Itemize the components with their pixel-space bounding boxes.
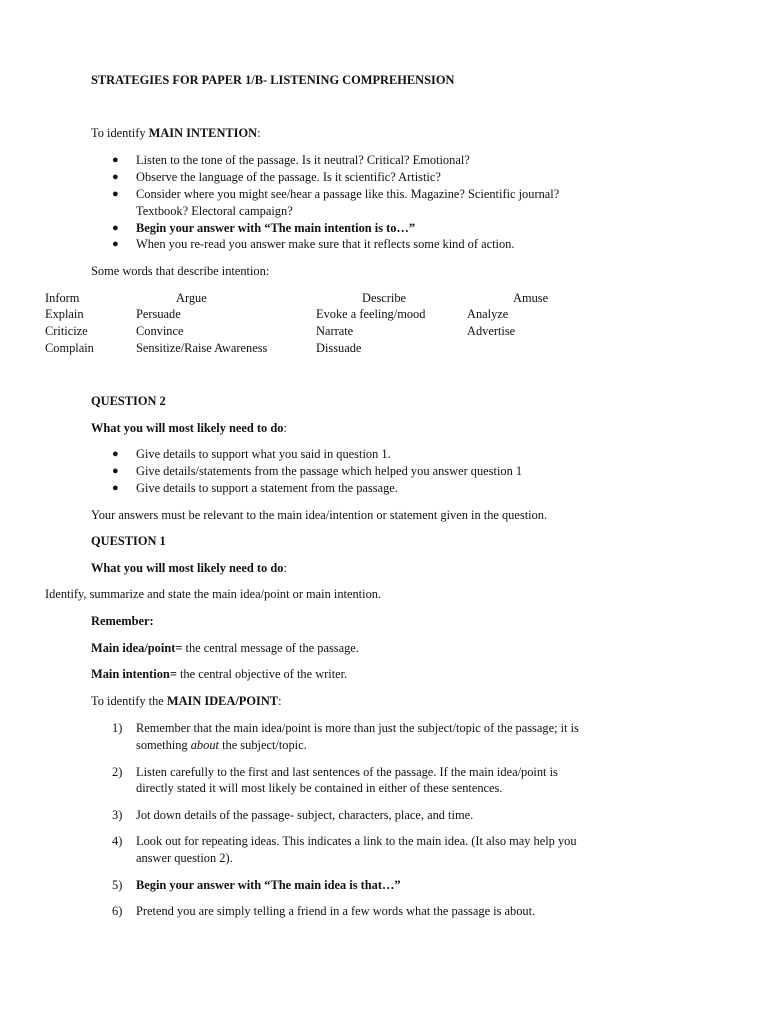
definition-term: Main idea/point= — [91, 641, 183, 655]
step-text: Listen carefully to the first and last sentences of the passage. If the main idea/point is — [136, 765, 558, 779]
bullet-icon: ● — [112, 154, 119, 166]
table-cell: Analyze — [467, 307, 509, 321]
question1-identify: Identify, summarize and state the main idea/point or main intention. — [45, 587, 382, 601]
step-text: Remember that the main idea/point is more than just the subject/topic of the passage; it is — [136, 721, 579, 735]
list-item: When you re-read you answer make sure that it reflects some kind of action. — [136, 237, 515, 251]
need-suffix: : — [283, 421, 287, 435]
intro-suffix: : — [257, 126, 261, 140]
table-cell: Narrate — [316, 324, 354, 338]
table-header: Argue — [176, 291, 207, 305]
step-number: 1) — [112, 721, 123, 735]
bullet-icon: ● — [112, 465, 119, 477]
question2-heading: QUESTION 2 — [91, 394, 166, 408]
words-intro: Some words that describe intention: — [91, 264, 270, 278]
bullet-icon: ● — [112, 238, 119, 250]
list-item-continuation: Textbook? Electoral campaign? — [136, 204, 293, 218]
intro-bold: MAIN IDEA/POINT — [166, 694, 279, 708]
remember-label: Remember: — [91, 614, 154, 628]
intro-prefix: To identify — [91, 126, 149, 140]
step-number: 6) — [112, 904, 123, 918]
intro-bold: MAIN INTENTION — [148, 126, 258, 140]
list-item: Give details to support a statement from the passage. — [136, 481, 398, 495]
table-cell: Complain — [45, 341, 94, 355]
table-header: Amuse — [513, 291, 549, 305]
need-bold: What you will most likely need to do — [91, 421, 284, 435]
bullet-icon: ● — [112, 482, 119, 494]
step-text-emphasis: about — [190, 738, 219, 752]
bullet-icon: ● — [112, 222, 119, 234]
table-cell: Persuade — [136, 307, 181, 321]
need-suffix: : — [283, 561, 287, 575]
intro-prefix: To identify the — [91, 694, 167, 708]
page-title: STRATEGIES FOR PAPER 1/B- LISTENING COMPREHENSION — [91, 73, 455, 87]
step-number: 4) — [112, 834, 123, 848]
list-item: Begin your answer with “The main intention is to…” — [136, 221, 416, 235]
table-cell: Dissuade — [316, 341, 362, 355]
definition-text: the central objective of the writer. — [176, 667, 348, 681]
step-text: Begin your answer with “The main idea is that…” — [136, 878, 401, 892]
definition-text: the central message of the passage. — [182, 641, 359, 655]
list-item: Give details to support what you said in question 1. — [136, 447, 391, 461]
table-cell: Evoke a feeling/mood — [316, 307, 426, 321]
list-item: Give details/statements from the passage which helped you answer question 1 — [136, 464, 523, 478]
question2-need — [91, 420, 287, 437]
step-number: 3) — [112, 808, 123, 822]
list-item: Observe the language of the passage. Is it scientific? Artistic? — [136, 170, 441, 184]
intro-suffix: : — [278, 694, 282, 708]
table-cell: Explain — [45, 307, 84, 321]
step-text: Pretend you are simply telling a friend in a few words what the passage is about. — [136, 904, 536, 918]
table-cell: Criticize — [45, 324, 88, 338]
main-intention-definition — [91, 666, 347, 683]
table-header: Describe — [362, 291, 407, 305]
step-text-part: the subject/topic. — [218, 738, 307, 752]
list-item: Consider where you might see/hear a passage like this. Magazine? Scientific journal? — [136, 187, 560, 201]
definition-term: Main intention= — [91, 667, 177, 681]
step-text: Look out for repeating ideas. This indicates a link to the main idea. (It also may help you — [136, 834, 577, 848]
step-text: answer question 2). — [136, 851, 233, 865]
step-text-part: something — [136, 738, 191, 752]
main-idea-intro — [91, 693, 282, 710]
bullet-icon: ● — [112, 171, 119, 183]
need-bold: What you will most likely need to do — [91, 561, 284, 575]
bullet-icon: ● — [112, 448, 119, 460]
step-number: 2) — [112, 765, 123, 779]
main-intention-intro — [91, 125, 261, 142]
step-number: 5) — [112, 878, 123, 892]
table-cell: Convince — [136, 324, 184, 338]
question1-need — [91, 560, 287, 577]
step-text: Jot down details of the passage- subject, characters, place, and time. — [136, 808, 474, 822]
main-idea-definition — [91, 640, 359, 657]
question1-heading: QUESTION 1 — [91, 534, 166, 548]
step-text: directly stated it will most likely be contained in either of these sentences. — [136, 781, 503, 795]
list-item: Listen to the tone of the passage. Is it neutral? Critical? Emotional? — [136, 153, 470, 167]
question2-note: Your answers must be relevant to the main idea/intention or statement given in the question. — [91, 508, 548, 522]
bullet-icon: ● — [112, 188, 119, 200]
step-text — [136, 737, 307, 754]
table-cell: Sensitize/Raise Awareness — [136, 341, 268, 355]
table-cell: Advertise — [467, 324, 516, 338]
table-header: Inform — [45, 291, 80, 305]
